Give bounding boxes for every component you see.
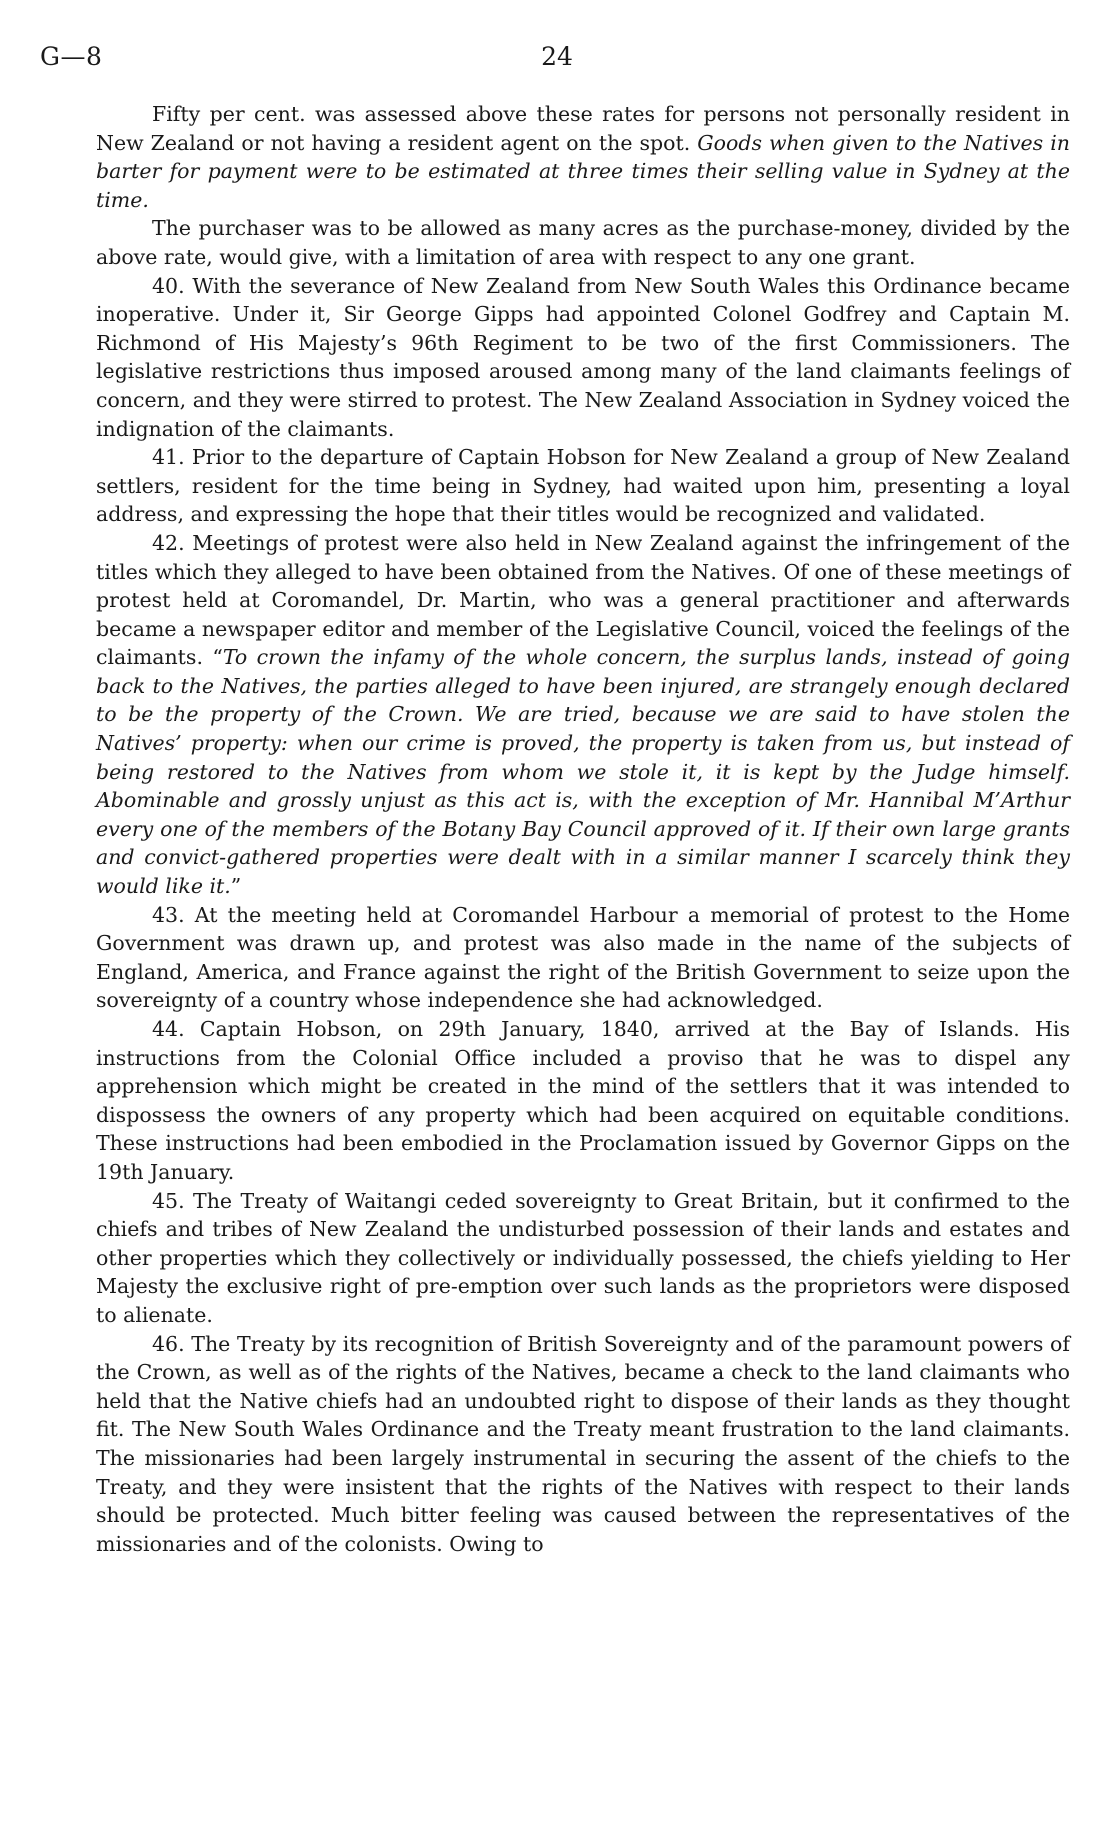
page-number: 24: [541, 42, 573, 71]
paragraph-45: [96, 1187, 1070, 1330]
paragraph-1: [96, 100, 1070, 214]
paragraph-42-closing-quote: ”: [230, 874, 242, 899]
paragraph-41-text: 41. Prior to the departure of Captain Hobson for New Zealand a group of New Zealand settlers, resident for the time being in Sydney, had waited upon him, presenting a loyal address, and expressing the hope that their titles would be recognized and validated.: [96, 445, 1070, 527]
paragraph-1-text-1: Fifty per cent. was assessed above these rates for persons not personally resident in New Zealand or not having a resident agent on the spot.: [96, 102, 1070, 155]
paragraph-2: [96, 214, 1070, 271]
paragraph-45-text: 45. The Treaty of Waitangi ceded sovereignty to Great Britain, but it confirmed to the chiefs and tribes of New Zealand the undisturbed possession of their lands and estates and other properties which they collectively or individually possessed, the chiefs yielding to Her Majesty the exclusive right of pre-emption over such lands as the proprietors were disposed to alienate.: [96, 1188, 1070, 1327]
paragraph-46: [96, 1330, 1070, 1559]
paragraph-42: [96, 529, 1070, 901]
paragraph-46-text: 46. The Treaty by its recognition of British Sovereignty and of the paramount powers of the Crown, as well as of the rights of the Natives, became a check to the land claimants who held that the Native chiefs had an undoubted right to dispose of their lands as they thought fit. The New South Wales Ordinance and the Treaty meant frustration to the land claimants. The missionaries had been largely instrumental in securing the assent of the chiefs to the Treaty, and they were insistent that the rights of the Natives with respect to their lands should be protected. Much bitter feeling was caused between the representatives of the missionaries and of the colonists. Owing to: [96, 1331, 1070, 1556]
paragraph-43: [96, 901, 1070, 1015]
paragraph-43-text: 43. At the meeting held at Coromandel Harbour a memorial of protest to the Home Government was drawn up, and protest was also made in the name of the subjects of England, America, and France against the right of the British Government to seize upon the sovereignty of a country whose independence she had acknowledged.: [96, 902, 1070, 1013]
page-header: [40, 42, 1074, 82]
paragraph-44: [96, 1015, 1070, 1187]
paragraph-1-italic-text: Goods when given to the Natives in barter for payment were to be estimated at three times their selling value in Sydney at the time.: [96, 130, 1070, 212]
paragraph-42-text: 42. Meetings of protest were also held in New Zealand against the infringement of the titles which they alleged to have been obtained from the Natives. Of one of these meetings of protest held at Coromandel, Dr. Martin, who was a general practitioner and afterwards became a newspaper editor and member of the Legislative Council, voiced the feelings of the claimants. “: [96, 530, 1070, 670]
body-text: [96, 100, 1070, 1558]
paragraph-40: [96, 272, 1070, 444]
page-reference: G—8: [40, 42, 103, 71]
paragraph-41: [96, 443, 1070, 529]
paragraph-40-text: 40. With the severance of New Zealand from New South Wales this Ordinance became inoperative. Under it, Sir George Gipps had appointed Colonel Godfrey and Captain M. Richmond of His Majesty’s 96th Regiment to be two of the first Commissioners. The legislative restrictions thus imposed aroused among many of the land claimants feelings of concern, and they were stirred to protest. The New Zealand Association in Sydney voiced the indignation of the claimants.: [96, 273, 1070, 441]
paragraph-44-text: 44. Captain Hobson, on 29th January, 1840, arrived at the Bay of Islands. His instructions from the Colonial Office included a proviso that he was to dispel any apprehension which might be created in the mind of the settlers that it was intended to dispossess the owners of any property which had been acquired on equitable conditions. These instructions had been embodied in the Proclamation issued by Governor Gipps on the 19th January.: [96, 1017, 1070, 1184]
paragraph-2-text: The purchaser was to be allowed as many acres as the purchase-money, divided by the above rate, would give, with a limitation of area with respect to any one grant.: [96, 216, 1070, 269]
paragraph-42-quotation: To crown the infamy of the whole concern, the surplus lands, instead of going back to the Natives, the parties alleged to have been injured, are strangely enough declared to be the property of the Crown. We are tried, because we are said to have stolen the Natives’ property: when our crime is proved, the property is taken from us, but instead of being restored to the Natives from whom we stole it, it is kept by the Judge himself. Abominable and grossly unjust as this act is, with the exception of Mr. Hannibal M’Arthur every one of the members of the Botany Bay Council approved of it. If their own large grants and convict-gathered properties were dealt with in a similar manner I scarcely think they would like it.: [96, 645, 1070, 899]
